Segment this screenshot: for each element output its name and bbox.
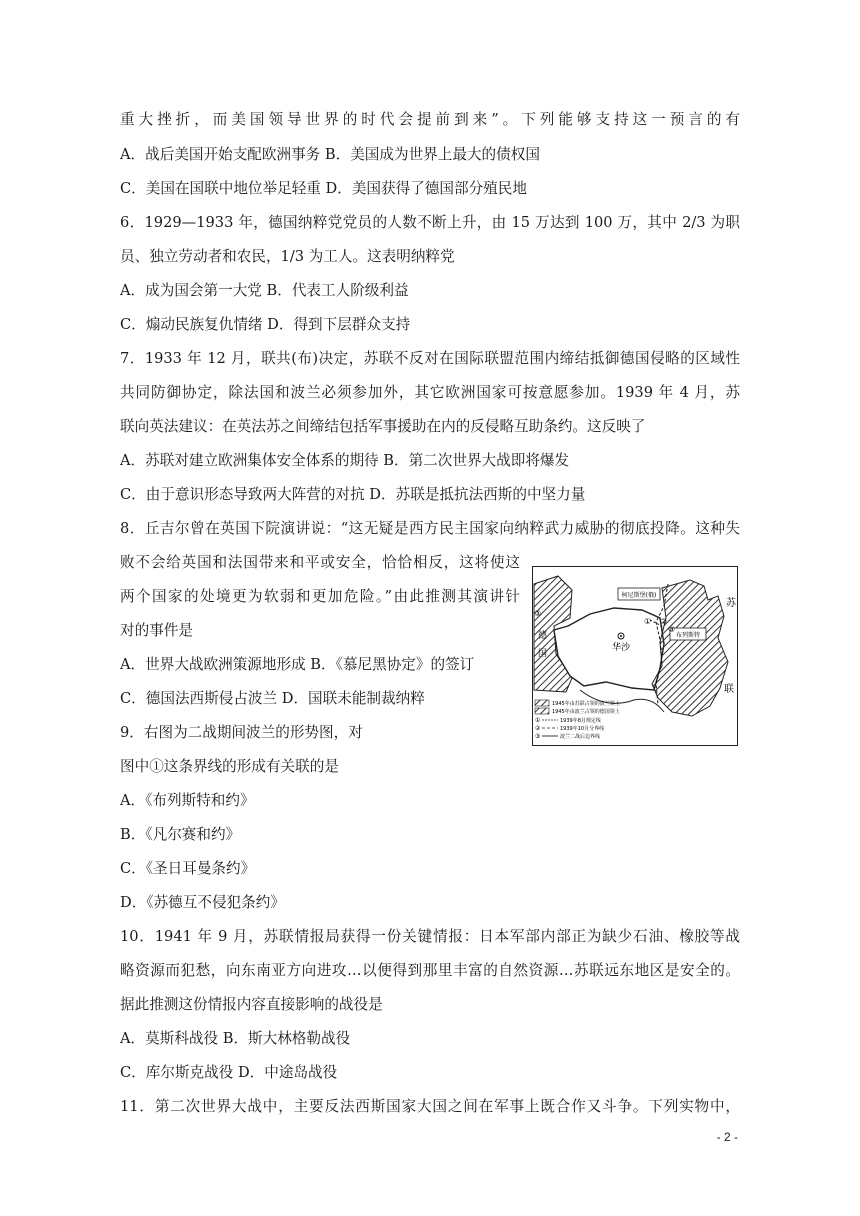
- svg-text:①: ①: [535, 717, 541, 724]
- marker-2: ②: [660, 617, 668, 626]
- option-line: C．美国在国联中地位举足轻重 D．美国获得了德国部分殖民地: [120, 180, 527, 197]
- konigsberg-label: 柯尼斯堡(俄): [621, 592, 657, 599]
- poland-map-figure: [532, 566, 738, 746]
- text-line: 据此推测这份情报内容直接影响的战役是: [120, 996, 383, 1013]
- text-line: 共同防御协定，除法国和波兰必须参加外，其它欧洲国家可按意愿参加。1939 年 4 月，苏: [120, 384, 740, 401]
- option-line: D．《苏德互不侵犯条约》: [120, 894, 285, 911]
- text-line: 联向英法建议：在英法苏之间缔结包括军事援助在内的反侵略互助条约。这反映了: [120, 418, 646, 435]
- text-line: 两个国家的处境更为软弱和更加危险。”由此推测其演讲针: [120, 588, 520, 605]
- ussr-label-1: 苏: [726, 598, 736, 609]
- question-9: 9．右图为二战期间波兰的形势图，对: [120, 724, 363, 741]
- text-line: 重大挫折，而美国领导世界的时代会提前到来”。下列能够支持这一预言的有: [120, 111, 740, 128]
- germany-label-1: 德: [538, 631, 548, 641]
- option-line: A．战后美国开始支配欧洲事务 B．美国成为世界上最大的债权国: [120, 146, 540, 163]
- text-line: 图中①这条界线的形成有关联的是: [120, 758, 339, 775]
- brest-label: 布列斯特: [675, 632, 701, 639]
- germany-label-2: 国: [538, 649, 548, 659]
- text-line: 败不会给英国和法国带来和平或安全，恰恰相反，这将使这: [120, 554, 520, 571]
- option-line: A．苏联对建立欧洲集体安全体系的期待 B．第二次世界大战即将爆发: [120, 452, 570, 469]
- text-line: 对的事件是: [120, 622, 193, 639]
- question-10: 10．1941 年 9 月，苏联情报局获得一份关键情报：日本军部内部正为缺少石油、橡胶等战: [120, 928, 740, 945]
- marker-3: ③: [668, 625, 676, 634]
- page-number: - 2 -: [716, 1130, 738, 1144]
- question-6: 6．1929—1933 年，德国纳粹党党员的人数不断上升，由 15 万达到 100 万，其中 2/3 为职: [120, 214, 740, 231]
- option-line: C．由于意识形态导致两大阵营的对抗 D．苏联是抵抗法西斯的中坚力量: [120, 486, 586, 503]
- option-line: A．成为国会第一大党 B．代表工人阶级利益: [120, 282, 409, 299]
- text-line: 略资源而犯愁，向东南亚方向进攻…以便得到那里丰富的自然资源…苏联远东地区是安全的。: [120, 962, 740, 979]
- option-line: A．世界大战欧洲策源地形成 B．《慕尼黑协定》的签订: [120, 656, 475, 673]
- question-7: 7．1933 年 12 月，联共(布)决定，苏联不反对在国际联盟范围内缔结抵御德国侵略的区域性: [120, 350, 740, 367]
- text-line: 员、独立劳动者和农民，1/3 为工人。这表明纳粹党: [120, 248, 455, 265]
- question-11: 11．第二次世界大战中，主要反法西斯国家大国之间在军事上既合作又斗争。下列实物中，: [120, 1098, 740, 1115]
- option-line: B．《凡尔赛和约》: [120, 826, 241, 843]
- svg-text:③: ③: [535, 733, 541, 740]
- legend-item-4: 1939年10月分界线: [560, 726, 605, 732]
- option-line: A．《布列斯特和约》: [120, 792, 255, 809]
- marker-1: ①: [644, 617, 652, 626]
- svg-text:②: ②: [535, 725, 541, 732]
- option-line: C．德国法西斯侵占波兰 D．国联未能制裁纳粹: [120, 690, 425, 707]
- option-line: C．《圣日耳曼条约》: [120, 860, 256, 877]
- marker-3-west: ③: [534, 609, 542, 618]
- option-line: C．煽动民族复仇情绪 D．得到下层群众支持: [120, 316, 411, 333]
- ussr-label-2: 联: [724, 684, 734, 695]
- legend-item-3: 1939年8月规定线: [560, 718, 601, 724]
- option-line: A．莫斯科战役 B．斯大林格勒战役: [120, 1030, 351, 1047]
- option-line: C．库尔斯克战役 D．中途岛战役: [120, 1064, 338, 1081]
- question-8: 8．丘吉尔曾在英国下院演讲说：“这无疑是西方民主国家向纳粹武力威胁的彻底投降。这种失: [120, 520, 740, 537]
- legend-item-2: 1945年由波兰占领的德国领土: [552, 709, 620, 715]
- legend-item-5: 波兰二战后边界线: [560, 734, 601, 740]
- warsaw-label: 华沙: [611, 643, 631, 653]
- legend-item-1: 1945年由苏联占领的波兰领土: [552, 701, 620, 707]
